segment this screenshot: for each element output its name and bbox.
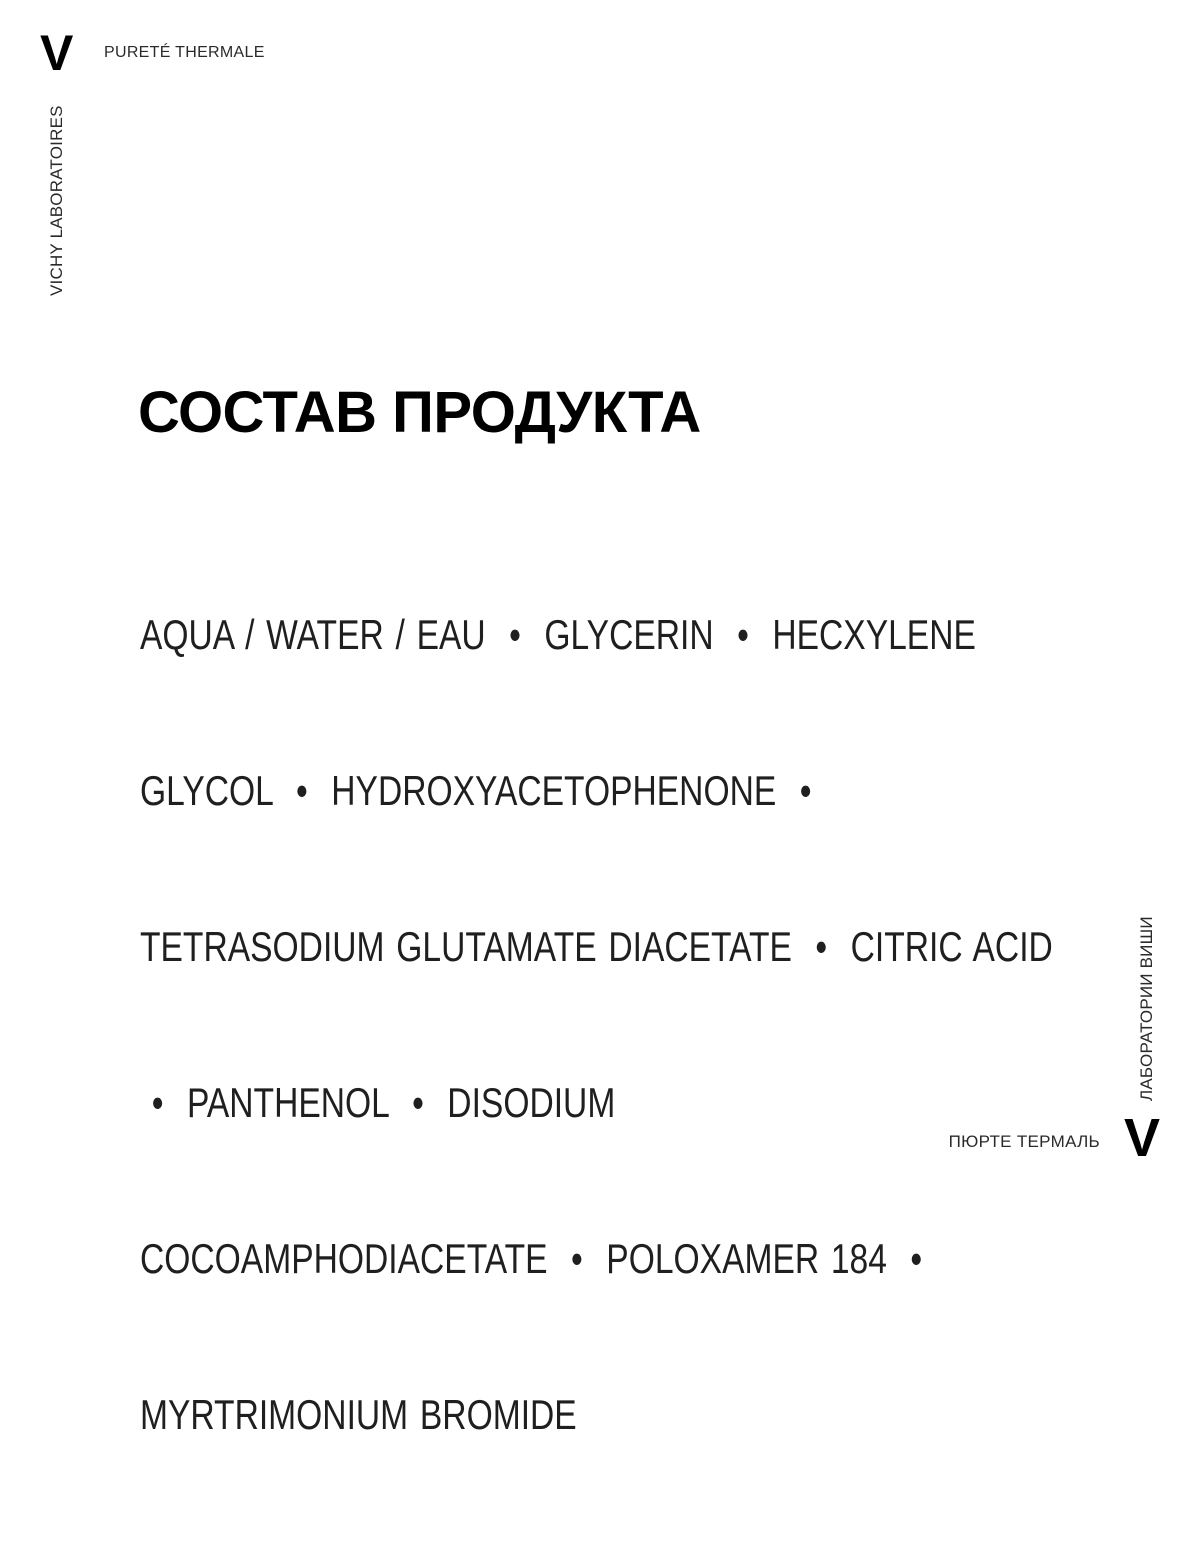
vichy-v-logo-bottom-icon: V [1124, 1108, 1161, 1168]
vertical-label-laboratorii-vishi: ЛАБОРАТОРИИ ВИШИ [1137, 916, 1156, 1101]
ingredients-line: • PANTHENOL • DISODIUM [140, 1079, 616, 1126]
ingredients-line: TETRASODIUM GLUTAMATE DIACETATE • CITRIC ACID [140, 923, 1053, 970]
vertical-label-vichy-laboratoires: VICHY LABORATOIRES [47, 105, 66, 296]
brand-line-bottom: ПЮРТЕ ТЕРМАЛЬ [948, 1132, 1100, 1151]
vichy-v-logo-top-icon: V [40, 25, 74, 81]
ingredients-list [140, 505, 1053, 1545]
page-title: СОСТАВ ПРОДУКТА [138, 380, 701, 445]
brand-line-top: PURETÉ THERMALE [104, 44, 265, 61]
ingredients-line: GLYCOL • HYDROXYACETOPHENONE • [140, 767, 812, 814]
ingredients-line: COCOAMPHODIACETATE • POLOXAMER 184 • [140, 1235, 923, 1282]
ingredients-line: MYRTRIMONIUM BROMIDE [140, 1391, 577, 1438]
ingredients-line: AQUA / WATER / EAU • GLYCERIN • HECXYLENE [140, 611, 976, 658]
